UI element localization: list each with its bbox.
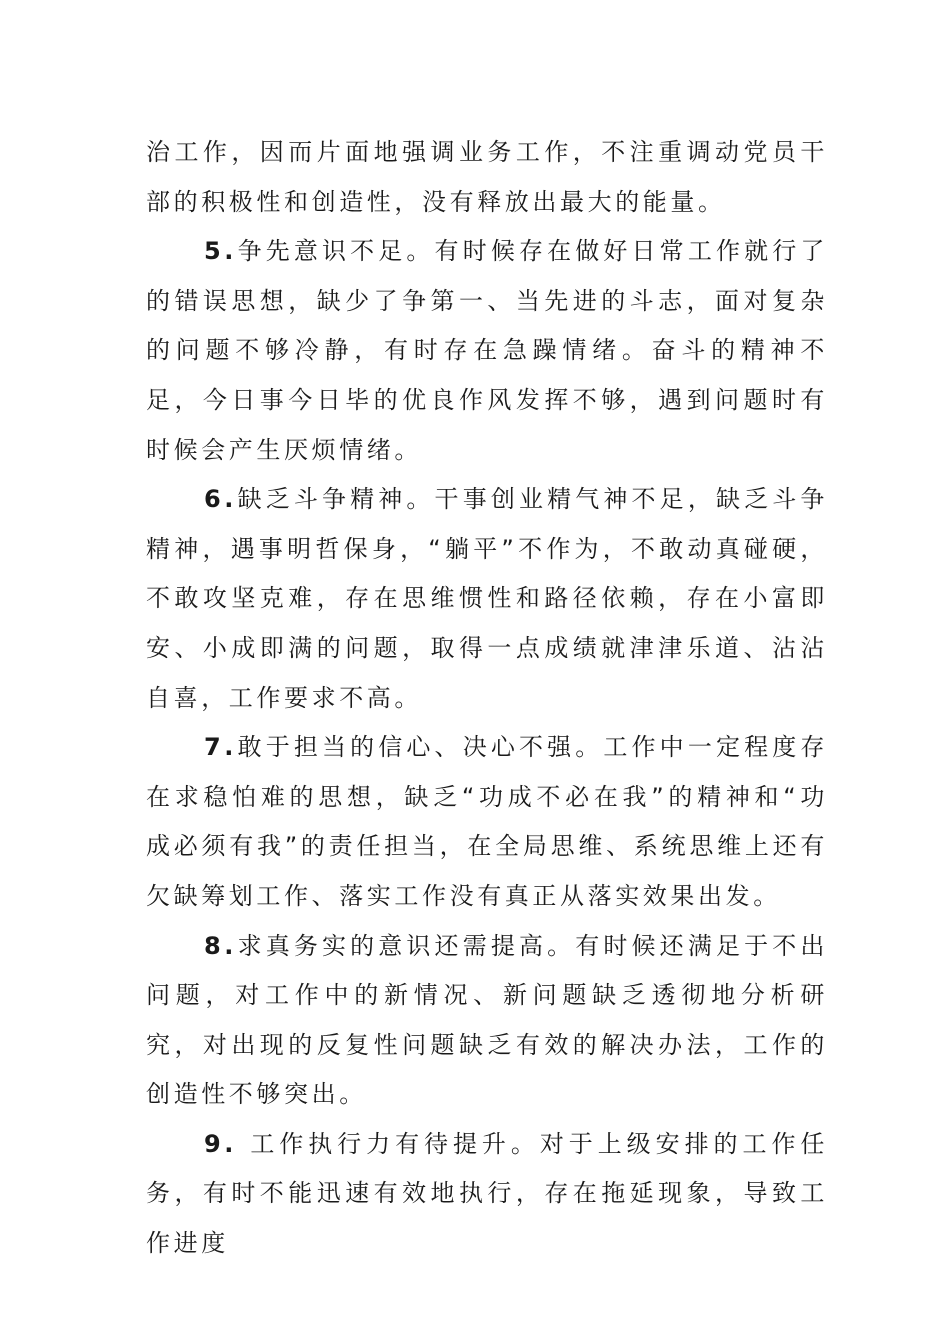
paragraph-number: 7. <box>204 733 238 762</box>
paragraph-item-8 <box>146 922 828 1120</box>
paragraph-text: 敢于担当的信心、决心不强。工作中一定程度存在求稳怕难的思想，缺乏“功成不必在我”的精神和“功成必须有我”的责任担当，在全局思维、系统思维上还有欠缺筹划工作、落实工作没有真正从落实效果出发。 <box>146 733 828 910</box>
paragraph-item-9 <box>146 1120 828 1269</box>
paragraph-number: 8. <box>204 931 238 960</box>
document-body <box>146 128 828 1269</box>
paragraph-text: 治工作，因而片面地强调业务工作，不注重调动党员干部的积极性和创造性，没有释放出最大的能量。 <box>146 138 828 216</box>
paragraph-item-5 <box>146 227 828 475</box>
paragraph-number: 9. <box>204 1129 251 1158</box>
paragraph-number: 5. <box>204 237 238 266</box>
paragraph-item-6 <box>146 475 828 723</box>
paragraph-continuation <box>146 128 828 227</box>
paragraph-number: 6. <box>204 485 238 514</box>
paragraph-text: 缺乏斗争精神。干事创业精气神不足，缺乏斗争精神，遇事明哲保身，“躺平”不作为，不敢动真碰硬，不敢攻坚克难，存在思维惯性和路径依赖，存在小富即安、小成即满的问题，取得一点成绩就津津乐道、沾沾自喜，工作要求不高。 <box>146 485 828 712</box>
paragraph-item-7 <box>146 723 828 921</box>
paragraph-text: 工作执行力有待提升。对于上级安排的工作任务，有时不能迅速有效地执行，存在拖延现象，导致工作进度 <box>146 1129 828 1258</box>
paragraph-text: 求真务实的意识还需提高。有时候还满足于不出问题，对工作中的新情况、新问题缺乏透彻地分析研究，对出现的反复性问题缺乏有效的解决办法，工作的创造性不够突出。 <box>146 931 828 1109</box>
paragraph-text: 争先意识不足。有时候存在做好日常工作就行了的错误思想，缺少了争第一、当先进的斗志，面对复杂的问题不够冷静，有时存在急躁情绪。奋斗的精神不足，今日事今日毕的优良作风发挥不够，遇到问题时有时候会产生厌烦情绪。 <box>146 237 828 464</box>
